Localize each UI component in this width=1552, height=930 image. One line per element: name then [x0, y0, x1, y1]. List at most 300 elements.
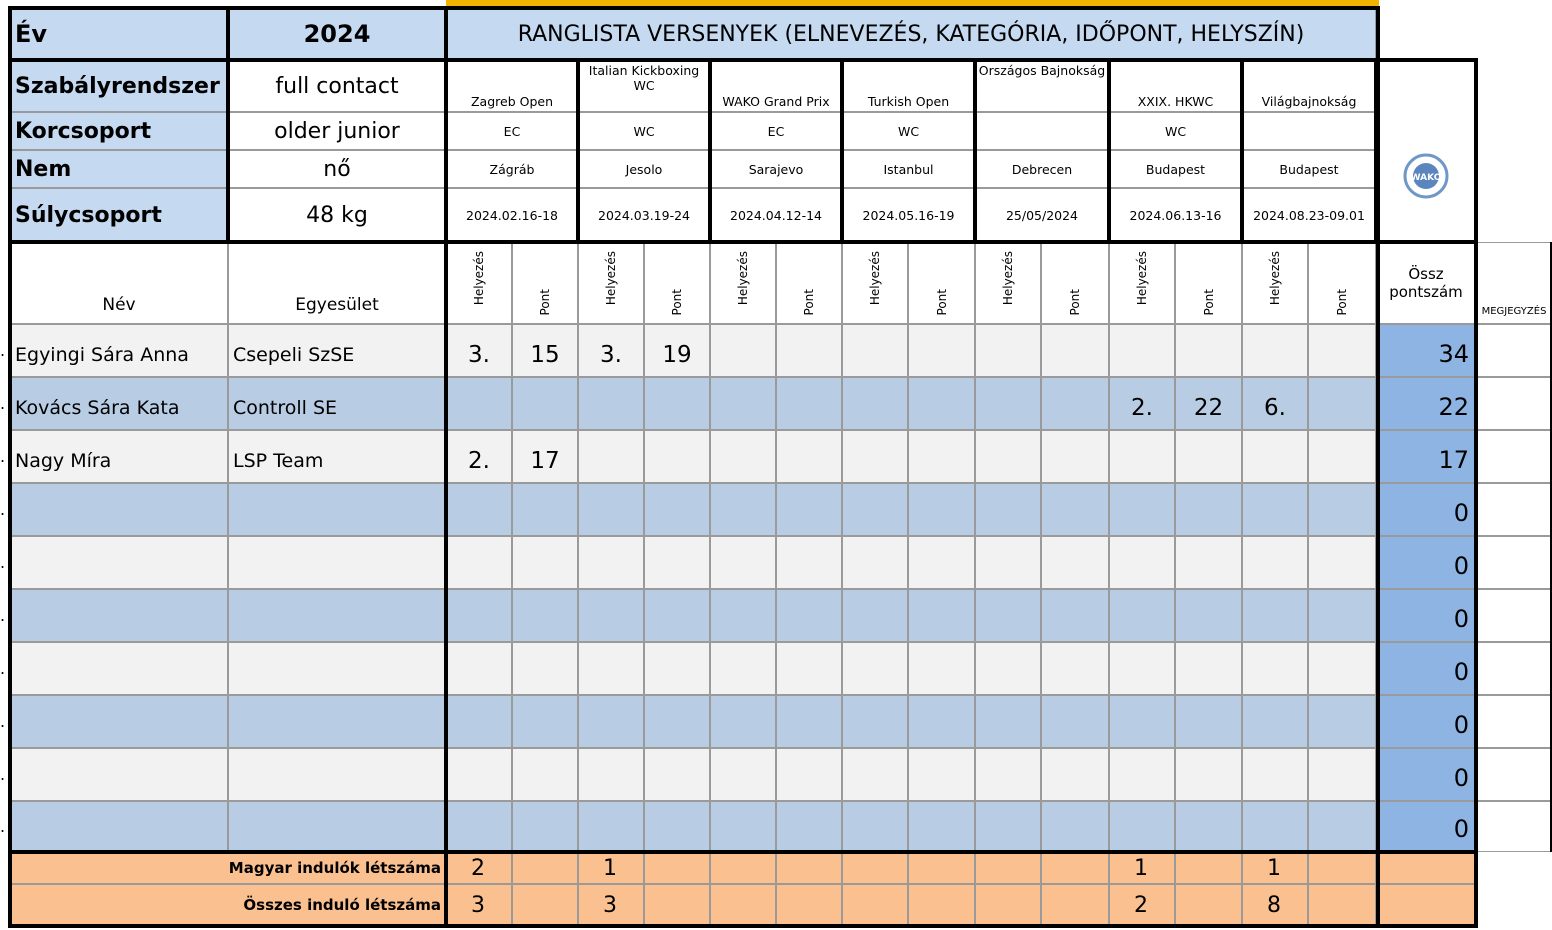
points-label: Pont	[1335, 288, 1349, 315]
points-cell[interactable]	[1041, 695, 1109, 748]
placement-cell[interactable]	[446, 695, 512, 748]
column-header-points	[1308, 242, 1376, 324]
column-header-placement	[1109, 242, 1175, 324]
placement-cell[interactable]	[842, 695, 908, 748]
placement-cell[interactable]	[975, 324, 1041, 377]
column-header-placement	[710, 242, 776, 324]
total-score: 0	[1376, 801, 1476, 852]
athlete-club[interactable]	[228, 483, 446, 536]
competition-location: Budapest	[1242, 150, 1376, 188]
points-cell[interactable]	[776, 642, 842, 695]
competition-date: 2024.05.16-19	[842, 188, 975, 242]
total-score: 34	[1376, 324, 1476, 377]
info-value: full contact	[228, 60, 446, 112]
athlete-name[interactable]	[10, 801, 228, 852]
placement-cell[interactable]	[1242, 642, 1308, 695]
points-cell[interactable]	[776, 536, 842, 589]
points-cell[interactable]	[1041, 483, 1109, 536]
note-cell[interactable]	[1476, 377, 1552, 430]
table-border	[8, 924, 1478, 928]
footer-count-cell	[908, 852, 975, 884]
competition-date: 2024.03.19-24	[578, 188, 710, 242]
points-cell[interactable]: 19	[644, 324, 710, 377]
row-number: .	[0, 817, 6, 836]
points-cell[interactable]	[776, 748, 842, 801]
table-border	[840, 60, 844, 242]
points-cell[interactable]	[908, 430, 975, 483]
competition-date: 2024.02.16-18	[446, 188, 578, 242]
athlete-club[interactable]	[228, 536, 446, 589]
placement-cell[interactable]	[842, 801, 908, 852]
athlete-name[interactable]	[10, 695, 228, 748]
athlete-club[interactable]: Csepeli SzSE	[228, 324, 446, 377]
row-number: .	[0, 341, 6, 360]
points-label: Pont	[670, 288, 684, 315]
placement-label: Helyezés	[1268, 251, 1282, 306]
competition-location: Debrecen	[975, 150, 1109, 188]
competition-date: 2024.04.12-14	[710, 188, 842, 242]
placement-cell[interactable]	[1242, 695, 1308, 748]
footer-count-cell	[644, 884, 710, 926]
points-cell[interactable]	[908, 589, 975, 642]
total-score: 0	[1376, 642, 1476, 695]
athlete-name[interactable]	[10, 483, 228, 536]
table-border	[8, 58, 1478, 62]
placement-cell[interactable]	[1242, 589, 1308, 642]
placement-cell[interactable]	[578, 642, 644, 695]
column-header-points	[1041, 242, 1109, 324]
placement-cell[interactable]	[1242, 430, 1308, 483]
points-cell[interactable]: 17	[512, 430, 578, 483]
table-border	[1240, 60, 1244, 242]
competition-name: Turkish Open	[842, 60, 975, 112]
placement-label: Helyezés	[472, 251, 486, 306]
info-value: 48 kg	[228, 188, 446, 242]
total-score: 0	[1376, 748, 1476, 801]
athlete-club[interactable]	[228, 642, 446, 695]
footer-count-cell	[1041, 852, 1109, 884]
points-cell[interactable]	[1308, 589, 1376, 642]
table-border	[576, 60, 580, 242]
competition-category: WC	[578, 112, 710, 150]
footer-count-cell	[842, 884, 908, 926]
competition-date: 25/05/2024	[975, 188, 1109, 242]
points-cell[interactable]	[1041, 430, 1109, 483]
placement-cell[interactable]	[975, 589, 1041, 642]
footer-count-cell	[1041, 884, 1109, 926]
competition-category	[975, 112, 1109, 150]
placement-cell[interactable]	[1242, 536, 1308, 589]
footer-count-cell	[975, 852, 1041, 884]
points-cell[interactable]	[512, 748, 578, 801]
year-label: Év	[10, 8, 228, 60]
note-cell[interactable]	[1476, 589, 1552, 642]
points-cell[interactable]	[644, 377, 710, 430]
competition-location: Zágráb	[446, 150, 578, 188]
footer-count-cell	[908, 884, 975, 926]
row-number: .	[0, 500, 6, 519]
placement-cell[interactable]	[1242, 748, 1308, 801]
footer-count-cell	[776, 852, 842, 884]
points-label: Pont	[802, 288, 816, 315]
points-cell[interactable]	[644, 536, 710, 589]
placement-cell[interactable]	[1109, 642, 1175, 695]
table-border	[973, 60, 977, 242]
footer-count-cell: 8	[1242, 884, 1308, 926]
column-header-name: Név	[10, 242, 228, 324]
note-cell[interactable]	[1476, 483, 1552, 536]
note-cell[interactable]	[1476, 324, 1552, 377]
column-header-points	[1175, 242, 1242, 324]
points-label: Pont	[934, 288, 949, 315]
points-cell[interactable]	[1175, 430, 1242, 483]
points-cell[interactable]	[776, 801, 842, 852]
total-score: 17	[1376, 430, 1476, 483]
placement-cell[interactable]	[710, 642, 776, 695]
placement-cell[interactable]: 6.	[1242, 377, 1308, 430]
row-number: .	[0, 394, 6, 413]
row-number: .	[0, 765, 6, 784]
competition-category: WC	[1109, 112, 1242, 150]
athlete-name[interactable]	[10, 642, 228, 695]
note-cell[interactable]	[1476, 748, 1552, 801]
placement-cell[interactable]	[1109, 695, 1175, 748]
points-cell[interactable]	[1041, 589, 1109, 642]
footer-count-cell: 1	[578, 852, 644, 884]
column-header-placement	[446, 242, 512, 324]
placement-cell[interactable]	[446, 589, 512, 642]
table-border	[8, 6, 12, 928]
points-cell[interactable]	[1041, 377, 1109, 430]
note-cell[interactable]	[1476, 642, 1552, 695]
page-title: RANGLISTA VERSENYEK (ELNEVEZÉS, KATEGÓRIA, IDŐPONT, HELYSZÍN)	[446, 8, 1376, 60]
info-value: older junior	[228, 112, 446, 150]
athlete-name[interactable]: Egyingi Sára Anna	[10, 324, 228, 377]
column-header-placement	[975, 242, 1041, 324]
points-cell[interactable]	[908, 642, 975, 695]
points-cell[interactable]	[1041, 324, 1109, 377]
info-label: Nem	[10, 150, 228, 188]
info-label: Súlycsoport	[10, 188, 228, 242]
points-cell[interactable]	[1175, 536, 1242, 589]
athlete-name[interactable]	[10, 748, 228, 801]
footer-count-cell	[710, 852, 776, 884]
placement-label: Helyezés	[736, 251, 750, 306]
wako-logo-icon	[1391, 153, 1461, 199]
points-cell[interactable]	[1175, 483, 1242, 536]
competition-name: XXIX. HKWC	[1109, 60, 1242, 112]
points-cell[interactable]	[1308, 324, 1376, 377]
competition-name: Világbajnokság	[1242, 60, 1376, 112]
athlete-name[interactable]	[10, 589, 228, 642]
note-cell[interactable]	[1476, 801, 1552, 852]
points-cell[interactable]	[908, 377, 975, 430]
athlete-club[interactable]: LSP Team	[228, 430, 446, 483]
footer-total-cell	[1376, 884, 1476, 926]
placement-cell[interactable]	[842, 642, 908, 695]
points-cell[interactable]	[1308, 695, 1376, 748]
logo-text: WAKO	[1410, 173, 1442, 183]
table-border	[8, 850, 1478, 854]
placement-cell[interactable]	[975, 430, 1041, 483]
placement-cell[interactable]	[842, 324, 908, 377]
placement-cell[interactable]	[842, 536, 908, 589]
points-cell[interactable]	[1041, 748, 1109, 801]
total-score: 22	[1376, 377, 1476, 430]
placement-cell[interactable]	[578, 483, 644, 536]
points-cell[interactable]	[908, 324, 975, 377]
points-cell[interactable]	[512, 801, 578, 852]
footer-count-cell	[975, 884, 1041, 926]
table-border	[1474, 60, 1478, 926]
footer-label: Magyar indulók létszáma	[10, 852, 446, 884]
footer-count-cell	[512, 852, 578, 884]
row-number: .	[0, 447, 6, 466]
placement-cell[interactable]	[1109, 324, 1175, 377]
points-cell[interactable]	[1041, 642, 1109, 695]
competition-name: Italian Kickboxing WC	[578, 60, 710, 112]
placement-cell[interactable]	[1109, 589, 1175, 642]
competition-location: Budapest	[1109, 150, 1242, 188]
footer-count-cell: 1	[1109, 852, 1175, 884]
competition-location: Jesolo	[578, 150, 710, 188]
points-cell[interactable]	[1308, 642, 1376, 695]
footer-count-cell	[1175, 852, 1242, 884]
table-border	[1376, 6, 1380, 60]
placement-cell[interactable]: 3.	[446, 324, 512, 377]
points-cell[interactable]	[644, 748, 710, 801]
athlete-club[interactable]	[228, 695, 446, 748]
placement-cell[interactable]	[975, 801, 1041, 852]
points-cell[interactable]	[776, 377, 842, 430]
placement-cell[interactable]	[842, 377, 908, 430]
competition-category	[1242, 112, 1376, 150]
placement-cell[interactable]	[446, 801, 512, 852]
placement-cell[interactable]	[710, 748, 776, 801]
competition-date: 2024.06.13-16	[1109, 188, 1242, 242]
athlete-name[interactable]: Nagy Míra	[10, 430, 228, 483]
placement-cell[interactable]	[578, 801, 644, 852]
footer-count-cell: 3	[578, 884, 644, 926]
points-cell[interactable]	[776, 430, 842, 483]
table-border	[226, 6, 230, 244]
table-border	[8, 6, 1379, 10]
points-cell[interactable]	[908, 536, 975, 589]
placement-cell[interactable]	[975, 695, 1041, 748]
total-score: 0	[1376, 483, 1476, 536]
points-label: Pont	[538, 288, 552, 315]
points-cell[interactable]	[644, 483, 710, 536]
points-cell[interactable]	[512, 589, 578, 642]
competition-category: EC	[710, 112, 842, 150]
points-cell[interactable]	[1308, 430, 1376, 483]
year-value: 2024	[228, 8, 446, 60]
footer-count-cell: 2	[1109, 884, 1175, 926]
placement-cell[interactable]	[710, 536, 776, 589]
placement-cell[interactable]	[1242, 801, 1308, 852]
placement-cell[interactable]	[578, 748, 644, 801]
points-cell[interactable]	[644, 589, 710, 642]
row-number: .	[0, 712, 6, 731]
placement-cell[interactable]	[710, 483, 776, 536]
competition-location: Sarajevo	[710, 150, 842, 188]
placement-cell[interactable]	[578, 430, 644, 483]
placement-cell[interactable]	[1242, 483, 1308, 536]
points-cell[interactable]	[1308, 801, 1376, 852]
athlete-name[interactable]: Kovács Sára Kata	[10, 377, 228, 430]
placement-cell[interactable]	[578, 695, 644, 748]
column-header-points	[644, 242, 710, 324]
placement-cell[interactable]	[842, 589, 908, 642]
points-cell[interactable]	[776, 589, 842, 642]
points-cell[interactable]	[644, 430, 710, 483]
competition-name: Zagreb Open	[446, 60, 578, 112]
points-label: Pont	[1201, 288, 1216, 315]
placement-label: Helyezés	[868, 251, 882, 306]
footer-count-cell: 3	[446, 884, 512, 926]
placement-cell[interactable]	[842, 430, 908, 483]
points-cell[interactable]: 22	[1175, 377, 1242, 430]
athlete-club[interactable]	[228, 801, 446, 852]
placement-cell[interactable]	[578, 589, 644, 642]
info-label: Szabályrendszer	[10, 60, 228, 112]
points-cell[interactable]	[644, 695, 710, 748]
placement-cell[interactable]	[1242, 324, 1308, 377]
points-cell[interactable]	[644, 801, 710, 852]
points-cell[interactable]	[1041, 801, 1109, 852]
note-cell[interactable]	[1476, 430, 1552, 483]
placement-cell[interactable]	[1109, 536, 1175, 589]
footer-count-cell	[1308, 884, 1376, 926]
placement-cell[interactable]	[710, 589, 776, 642]
note-cell[interactable]	[1476, 695, 1552, 748]
logo-cell	[1376, 60, 1476, 242]
competition-location: Istanbul	[842, 150, 975, 188]
placement-label: Helyezés	[1001, 251, 1015, 306]
row-number: .	[0, 553, 6, 572]
placement-cell[interactable]	[1109, 748, 1175, 801]
points-cell[interactable]	[512, 483, 578, 536]
placement-cell[interactable]	[446, 377, 512, 430]
placement-cell[interactable]	[710, 801, 776, 852]
points-cell[interactable]	[512, 536, 578, 589]
points-cell[interactable]	[512, 695, 578, 748]
placement-cell[interactable]	[446, 483, 512, 536]
placement-cell[interactable]	[975, 748, 1041, 801]
placement-cell[interactable]: 2.	[446, 430, 512, 483]
placement-cell[interactable]	[842, 748, 908, 801]
points-cell[interactable]	[776, 695, 842, 748]
footer-count-cell	[776, 884, 842, 926]
placement-cell[interactable]	[975, 536, 1041, 589]
table-border	[8, 240, 1478, 244]
points-cell[interactable]	[908, 695, 975, 748]
points-cell[interactable]	[908, 748, 975, 801]
column-header-points	[908, 242, 975, 324]
placement-cell[interactable]	[975, 483, 1041, 536]
footer-count-cell	[1308, 852, 1376, 884]
placement-cell[interactable]	[710, 430, 776, 483]
points-cell[interactable]	[1308, 377, 1376, 430]
points-cell[interactable]	[1308, 483, 1376, 536]
footer-count-cell	[1175, 884, 1242, 926]
table-border	[1107, 60, 1111, 242]
placement-cell[interactable]: 2.	[1109, 377, 1175, 430]
placement-cell[interactable]	[842, 483, 908, 536]
competition-date: 2024.08.23-09.01	[1242, 188, 1376, 242]
points-cell[interactable]: 15	[512, 324, 578, 377]
competition-name: WAKO Grand Prix	[710, 60, 842, 112]
placement-cell[interactable]	[975, 642, 1041, 695]
footer-total-cell	[1376, 852, 1476, 884]
points-cell[interactable]	[1175, 801, 1242, 852]
placement-cell[interactable]	[446, 642, 512, 695]
points-cell[interactable]	[644, 642, 710, 695]
column-header-placement	[842, 242, 908, 324]
athlete-club[interactable]: Controll SE	[228, 377, 446, 430]
info-value: nő	[228, 150, 446, 188]
points-cell[interactable]	[1175, 695, 1242, 748]
placement-cell[interactable]	[710, 695, 776, 748]
table-border	[444, 6, 448, 926]
placement-cell[interactable]	[710, 324, 776, 377]
points-cell[interactable]	[1308, 748, 1376, 801]
footer-count-cell	[842, 852, 908, 884]
total-score: 0	[1376, 589, 1476, 642]
column-header-placement	[578, 242, 644, 324]
points-cell[interactable]	[908, 483, 975, 536]
row-number: .	[0, 659, 6, 678]
placement-cell[interactable]	[446, 748, 512, 801]
placement-cell[interactable]	[1109, 801, 1175, 852]
points-cell[interactable]	[908, 801, 975, 852]
points-cell[interactable]	[1041, 536, 1109, 589]
placement-cell[interactable]	[975, 377, 1041, 430]
points-cell[interactable]	[512, 377, 578, 430]
column-header-points	[512, 242, 578, 324]
note-cell[interactable]	[1476, 536, 1552, 589]
competition-category: EC	[446, 112, 578, 150]
placement-cell[interactable]	[578, 377, 644, 430]
placement-cell[interactable]: 3.	[578, 324, 644, 377]
competition-category: WC	[842, 112, 975, 150]
total-score: 0	[1376, 536, 1476, 589]
points-cell[interactable]	[512, 642, 578, 695]
points-cell[interactable]	[1175, 324, 1242, 377]
column-header-placement	[1242, 242, 1308, 324]
athlete-club[interactable]	[228, 748, 446, 801]
placement-label: Helyezés	[1135, 251, 1149, 306]
points-cell[interactable]	[776, 324, 842, 377]
points-cell[interactable]	[776, 483, 842, 536]
footer-count-cell	[710, 884, 776, 926]
athlete-club[interactable]	[228, 589, 446, 642]
placement-cell[interactable]	[1109, 483, 1175, 536]
points-label: Pont	[1068, 288, 1082, 315]
placement-cell[interactable]	[446, 536, 512, 589]
placement-cell[interactable]	[1109, 430, 1175, 483]
points-cell[interactable]	[1308, 536, 1376, 589]
total-score: 0	[1376, 695, 1476, 748]
points-cell[interactable]	[1175, 589, 1242, 642]
points-cell[interactable]	[1175, 642, 1242, 695]
footer-count-cell: 2	[446, 852, 512, 884]
footer-count-cell: 1	[1242, 852, 1308, 884]
placement-cell[interactable]	[710, 377, 776, 430]
athlete-name[interactable]	[10, 536, 228, 589]
points-cell[interactable]	[1175, 748, 1242, 801]
placement-cell[interactable]	[578, 536, 644, 589]
